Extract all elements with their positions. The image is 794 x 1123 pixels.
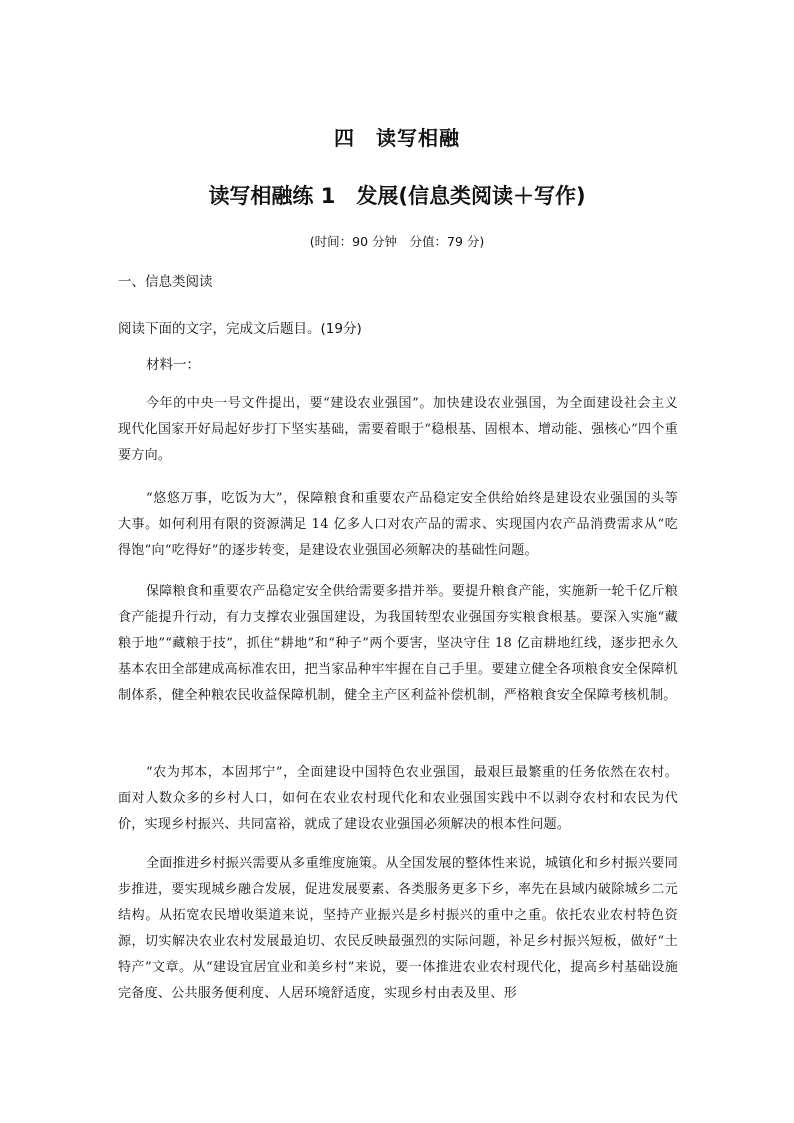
instruction-text: 阅读下面的文字，完成文后题目。(19分) bbox=[118, 321, 362, 337]
paragraph-1: 今年的中央一号文件提出，要“建设农业强国”。加快建设农业强国，为全面建设社会主义现代化国家开好局起好步打下坚实基础，需要着眼于“稳根基、固根本、增动能、强核心”四个重要方向。 bbox=[118, 396, 678, 463]
part-heading: 一、信息类阅读 bbox=[118, 274, 213, 290]
paragraph-3: 保障粮食和重要农产品稳定安全供给需要多措并举。要提升粮食产能，实施新一轮千亿斤粮食产能提升行动，有力支撑农业强国建设，为我国转型农业强国夯实粮食根基。要深入实施“藏粮于地”“藏粮于技”，抓住“耕地”和“种子”两个要害，坚决守住 18 亿亩耕地红线，逐步把永久基本农田全部建成高标准农田，把当家品种牢牢握在自己手里。要建立健全各项粮食安全保障机制体系，健全种粮农民收益保障机制，健全主产区利益补偿机制，严格粮食安全保障考核机制。 bbox=[118, 584, 679, 703]
section-title: 四 读写相融 bbox=[334, 126, 460, 150]
time-score-info: (时间：90 分钟 分值：79 分) bbox=[309, 234, 485, 249]
paragraph-4: “农为邦本，本固邦宁”，全面建设中国特色农业强国，最艰巨最繁重的任务依然在农村。面对人数众多的乡村人口，如何在农业农村现代化和农业强国实践中不以剥夺农村和农民为代价，实现乡村振兴、共同富裕，就成了建设农业强国必须解决的根本性问题。 bbox=[118, 765, 678, 832]
page-title: 读写相融练 1 发展(信息类阅读＋写作) bbox=[208, 184, 586, 208]
material-label: 材料一： bbox=[146, 357, 200, 373]
paragraph-5: 全面推进乡村振兴需要从多重维度施策。从全国发展的整体性来说，城镇化和乡村振兴要同步推进，要实现城乡融合发展，促进发展要素、各类服务更多下乡，率先在县域内破除城乡二元结构。从拓宽农民增收渠道来说，坚持产业振兴是乡村振兴的重中之重。依托农业农村特色资源，切实解决农业农村发展最迫切、农民反映最强烈的实际问题，补足乡村振兴短板，做好“土特产”文章。从“建设宜居宜业和美乡村”来说，要一体推进农业农村现代化，提高乡村基础设施完备度、公共服务便利度、人居环境舒适度，实现乡村由表及里、形 bbox=[118, 856, 679, 1001]
paragraph-2: “悠悠万事，吃饭为大”，保障粮食和重要农产品稳定安全供给始终是建设农业强国的头等大事。如何利用有限的资源满足 14 亿多人口对农产品的需求、实现国内农产品消费需求从“吃得饱”向“吃得好”的逐步转变，是建设农业强国必须解决的基础性问题。 bbox=[118, 491, 678, 558]
